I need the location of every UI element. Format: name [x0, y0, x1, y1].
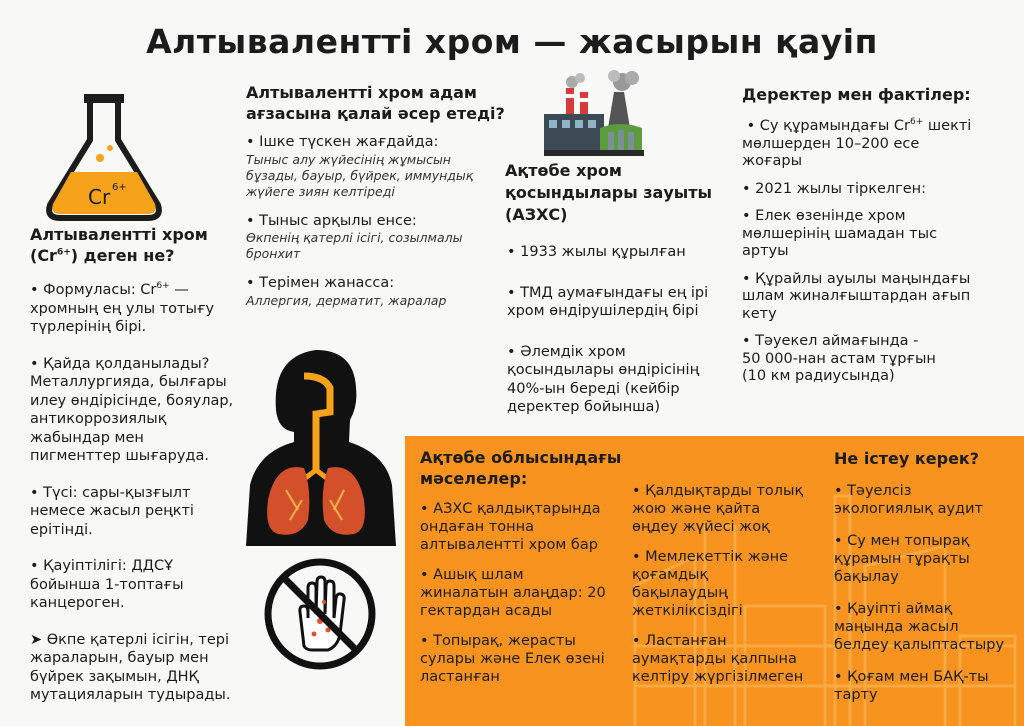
health-heading-line2: ағзасына қалай әсер етеді?: [246, 104, 505, 123]
factory-fact3-line1: • Әлемдік хром: [507, 343, 626, 360]
fact1-line1: • Су құрамындағы $Cr^{6+}$ шекті: [746, 117, 972, 134]
health-effects: [246, 133, 511, 309]
problem1-line2: ондаған тонна: [420, 519, 534, 535]
factory-facts: [507, 243, 727, 417]
flask-label: Cr: [88, 185, 111, 209]
problem6-line1: • Ластанған: [632, 633, 727, 649]
action2-line1: • Су мен топырақ: [834, 533, 970, 549]
effect-line2: жараларын, бауыр мен: [30, 650, 209, 666]
problems-heading: [420, 447, 630, 489]
factory-fact2-line2: хром өндірушілердің бірі: [507, 303, 699, 319]
problems-list-left: [420, 500, 625, 686]
fact4-line3: кету: [742, 305, 777, 322]
problem6-line3: келтіру жүргізілмеген: [632, 669, 804, 685]
problem5-line4: жеткіліксіздігі: [632, 603, 743, 619]
ingest-title: • Ішке түскен жағдайда:: [246, 134, 439, 150]
factory-fact1: • 1933 жылы құрылған: [507, 244, 686, 260]
fact1-line3: жоғары: [742, 153, 803, 169]
actions-list: [834, 482, 1019, 704]
no-touch-hand-icon: [262, 556, 378, 672]
page-title: Алтывалентті хром — жасырын қауіп: [146, 22, 878, 61]
action3-line2: маңында жасыл: [834, 619, 959, 635]
health-heading-line1: Алтывалентті хром адам: [246, 83, 477, 102]
danger-line1: • Қауіптілігі: ДДСҰ: [30, 558, 173, 574]
factory-fact2-line1: • ТМД аумағындағы ең ірі: [507, 284, 709, 301]
fact1-line2: мөлшерден 10–200 есе: [742, 135, 920, 152]
cr6-heading-line1: Алтывалентті хром: [30, 225, 208, 244]
color-line2: немесе жасыл реңкті: [30, 503, 194, 519]
use-line5: жабындар мен: [30, 429, 144, 446]
action2-line3: бақылау: [834, 569, 899, 585]
factory-heading: [505, 160, 725, 226]
cr6-heading: [30, 224, 230, 266]
problem1-line3: алтывалентті хром бар: [420, 537, 598, 553]
health-heading: [246, 82, 516, 124]
fact4-line2: шлам жиналғыштардан ағып: [742, 288, 971, 304]
fact3-line1: • Елек өзенінде хром: [742, 208, 906, 224]
formula-line2: хромның ең улы тотығу: [30, 300, 215, 317]
skin-desc1: Аллергия, дерматит, жаралар: [246, 292, 447, 308]
formula-line3: түрлерінің бірі.: [30, 319, 147, 335]
problem2-line1: • Ашық шлам: [420, 567, 524, 583]
danger-line3: канцероген.: [30, 595, 125, 611]
cr6-heading-line2: $(Cr^{6+})$ деген не?: [30, 246, 175, 265]
action3-line3: белдеу қалыптастыру: [834, 637, 1005, 653]
problem4-line2: жою және қайта: [632, 501, 761, 517]
problems-heading-line1: Ақтөбе облысындағы: [420, 448, 622, 467]
flask-label-sup: 6+: [112, 182, 127, 193]
problems-list-right: [632, 482, 822, 686]
facts-heading: Деректер мен фактілер:: [742, 85, 971, 104]
fact5-line3: (10 км радиусында): [742, 368, 895, 384]
problems-heading-line2: мәселелер:: [420, 469, 528, 488]
ingest-desc3: жүйеге зиян келтіреді: [246, 183, 395, 199]
factory-icon: [544, 70, 644, 158]
inhale-desc1: Өкпенің қатерлі ісігі, созылмалы: [246, 230, 463, 245]
problem1-line1: • АЗХС қалдықтарында: [420, 501, 601, 517]
action2-line2: құрамын тұрақты: [834, 551, 970, 567]
action3-line1: • Қауіпті аймақ: [834, 601, 953, 617]
factory-fact3-line2: қосындылары өндірісінің: [507, 362, 700, 378]
actions-heading: Не істеу керек?: [834, 449, 980, 468]
factory-fact3-line3: 40%-ын береді (кейбір: [507, 380, 680, 397]
cr6-description: [30, 281, 240, 705]
problem6-line2: аумақтарды қалпына: [632, 651, 797, 667]
problem4-line3: өңдеу жүйесі жоқ: [632, 519, 770, 535]
problem3-line3: ластанған: [420, 669, 500, 685]
problem5-line1: • Мемлекеттік және: [632, 549, 789, 565]
problem4-line1: • Қалдықтарды толық: [632, 483, 804, 499]
factory-heading-line1: Ақтөбе хром: [505, 161, 622, 180]
formula-line: • Формуласы: $Cr^{6+}$ —: [30, 281, 189, 298]
problem3-line1: • Топырақ, жерасты: [420, 633, 576, 649]
action4-line1: • Қоғам мен БАҚ-ты: [834, 669, 989, 685]
ingest-desc1: Тыныс алу жүйесінің жұмысын: [246, 151, 451, 167]
factory-heading-line2: қосындылары зауыты: [505, 183, 712, 202]
use-line3: илеу өндірісінде, бояулар,: [30, 392, 234, 409]
effect-line3: бүйрек зақымын, ДНҚ: [30, 668, 199, 685]
problem3-line2: сулары және Елек өзені: [420, 651, 605, 667]
fact5-line1: • Тәуекел аймағында -: [742, 333, 919, 349]
human-lungs-icon: [246, 350, 396, 546]
problem2-line3: гектардан асады: [420, 603, 553, 619]
color-line3: ерітінді.: [30, 521, 93, 538]
ingest-desc2: бұзады, бауыр, бүйрек, иммундық: [246, 167, 474, 183]
fact3-line2: мөлшерінің шамадан тыс: [742, 225, 938, 242]
fact5-line2: 50 000-нан астам тұрғын: [742, 350, 936, 367]
danger-line2: бойынша 1-топтағы: [30, 576, 184, 593]
facts-list: [742, 118, 1007, 386]
factory-fact3-line4: деректер бойынша): [507, 399, 660, 415]
use-line4: антикоррозиялық: [30, 411, 167, 427]
problem5-line3: бақылаудың: [632, 585, 728, 601]
use-line2: Металлургияда, былғары: [30, 374, 227, 390]
use-line6: пигменттер шығаруда.: [30, 448, 209, 464]
action1-line1: • Тәуелсіз: [834, 483, 912, 499]
fact4-line1: • Құрайлы ауылы маңындағы: [742, 270, 971, 287]
use-line1: • Қайда қолданылады?: [30, 355, 210, 372]
fact2: • 2021 жылы тіркелген:: [742, 180, 927, 197]
effect-line1: ➤ Өкпе қатерлі ісігін, тері: [30, 631, 230, 648]
inhale-desc2: бронхит: [246, 246, 301, 261]
action1-line2: экологиялық аудит: [834, 501, 983, 517]
problem5-line2: қоғамдық: [632, 567, 709, 583]
action4-line2: тарту: [834, 687, 878, 703]
fact3-line3: артуы: [742, 243, 789, 259]
inhale-title: • Тыныс арқылы енсе:: [246, 212, 417, 229]
skin-title: • Терімен жанасса:: [246, 275, 395, 291]
color-line1: • Түсі: сары-қызғылт: [30, 484, 191, 501]
factory-heading-line3: (АЗХС): [505, 205, 568, 224]
problem2-line2: жиналатын алаңдар: 20: [420, 585, 606, 601]
flask-icon: [40, 90, 170, 225]
effect-line4: мутацияларын тудырады.: [30, 687, 231, 703]
